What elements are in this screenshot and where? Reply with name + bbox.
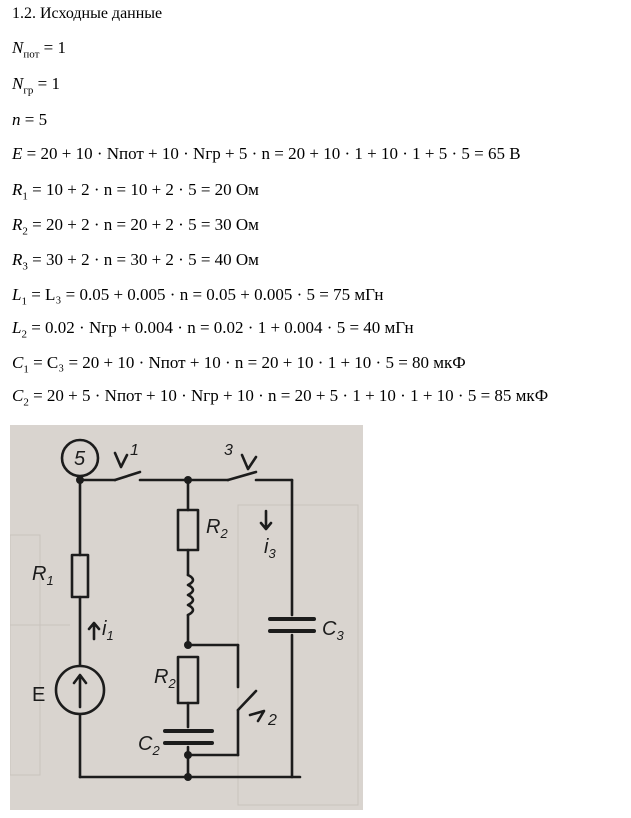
eq-l2: $L_2 = 0.02$ · Nгр + 0.004 · n = 0.02 · 1 + 0.004 · 5 = 40 мГн [12, 318, 414, 341]
eq-n: n = 5 [12, 110, 48, 129]
switch-1-label: 1 [130, 442, 139, 459]
circuit-photo [10, 425, 363, 810]
e-label: E [32, 684, 46, 706]
node-middle [184, 641, 192, 649]
eq-r3: $R_3 = 30 + 2 \cdot n = 30 + 2 \cdot 5 = 40$ Ом [12, 250, 259, 273]
eq-r1: $R_1 = 10 + 2 \cdot n = 10 + 2 \cdot 5 = 20$ Ом [12, 180, 259, 203]
c2-label: $C_2$ [138, 733, 160, 758]
switch-2-label: 2 [268, 712, 277, 729]
eq-c1: $C_1 = C_3 = 20 + 10$ · Nпот + 10 · n = 20 + 10 · 1 + 10 · 5 = 80 мкФ [12, 353, 466, 376]
variant-label: 5 [74, 448, 86, 470]
switch-3-label: 3 [224, 442, 233, 459]
eq-n-gr: $N_{гр} = 1$ [12, 74, 60, 97]
r2-bottom-label: $R_2$ [154, 666, 176, 691]
node-middle-lower [184, 751, 192, 759]
node-top-middle [184, 476, 192, 484]
i3-label: $i_3$ [264, 536, 276, 561]
node-top-left [76, 476, 84, 484]
r1-label: $R_1$ [32, 563, 54, 588]
r2-top-label: $R_2$ [206, 516, 228, 541]
i1-label: $i_1$ [102, 618, 114, 643]
node-bottom [184, 773, 192, 781]
eq-l1: $L_1 = L_3 = 0.05 + 0.005 \cdot n = 0.05 + 0.005 \cdot 5 = 75$ мГн [12, 285, 384, 308]
eq-n-pot: $N_{пот} = 1$ [12, 38, 66, 61]
eq-c2: $C_2 = 20 + 5$ · Nпот + 10 · Nгр + 10 · n = 20 + 5 · 1 + 10 · 1 + 10 · 5 = 85 мкФ [12, 386, 549, 409]
eq-r2: $R_2 = 20 + 2 \cdot n = 20 + 2 \cdot 5 = 30$ Ом [12, 215, 259, 238]
eq-e: E = 20 + 10 · Nпот + 10 · Nгр + 5 · n = 20 + 10 · 1 + 10 · 1 + 5 · 5 = 65 В [12, 144, 521, 163]
c3-label: $C_3$ [322, 618, 344, 643]
section-heading: 1.2. Исходные данные [12, 5, 163, 22]
